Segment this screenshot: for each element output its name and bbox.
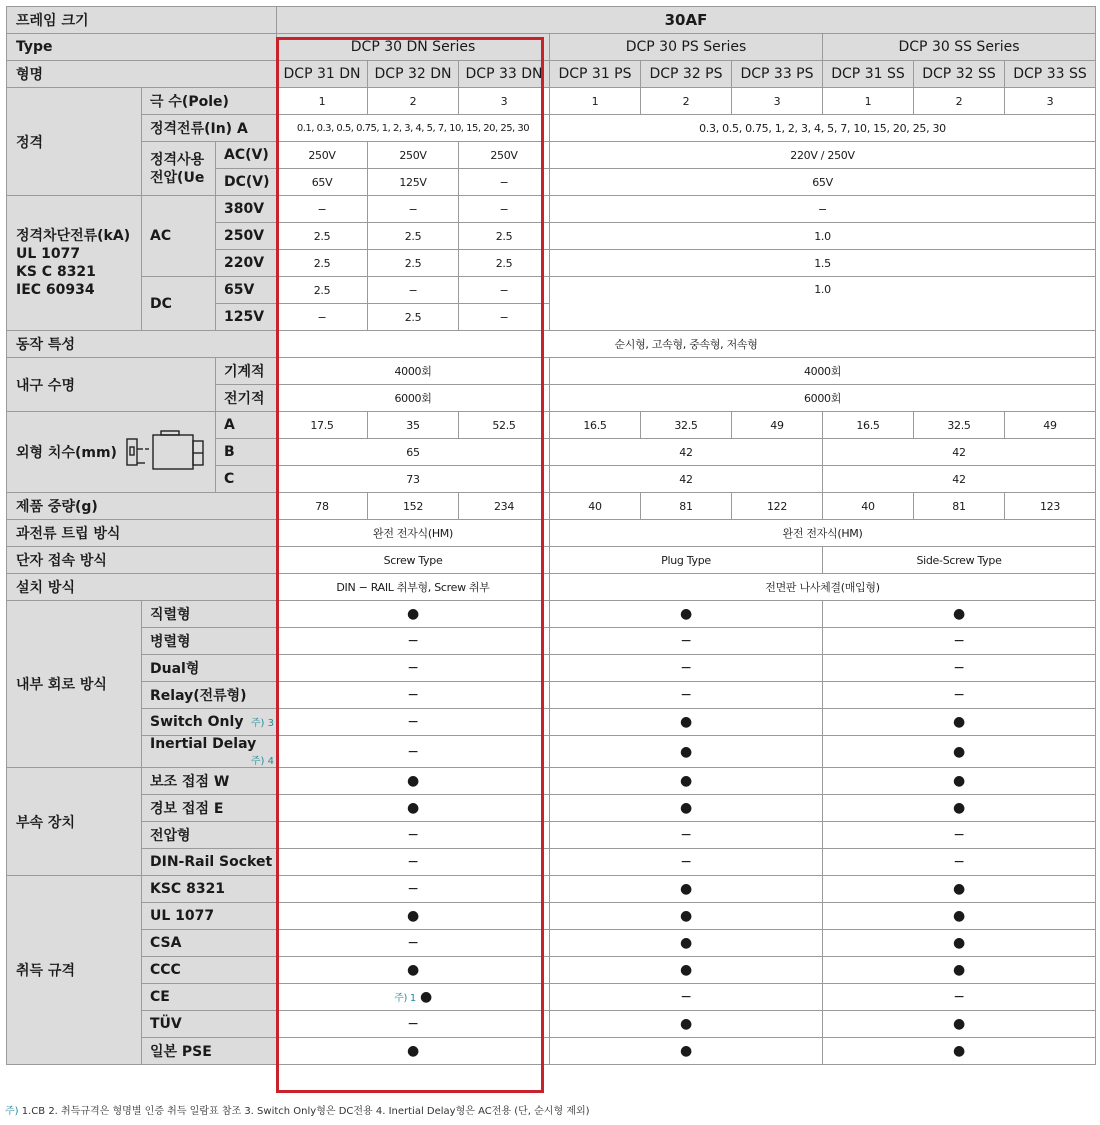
ac-voltage-ps-ss: 220V / 250V [550,142,1096,169]
breaking-ps-ss: 1.5 [550,250,1096,277]
row-type [7,34,1096,61]
row-break-65 [7,277,1096,304]
row-poles [7,88,1096,115]
cert-item-label: KSC 8321 [142,876,277,903]
dim-a-value: 17.5 [277,412,368,439]
model-name: DCP 32 DN [368,61,459,88]
row-circuit [7,601,1096,628]
series-ps: DCP 30 PS Series [550,34,823,61]
row-ac-voltage [7,142,1096,169]
model-name: DCP 32 PS [641,61,732,88]
breaking-label-line: UL 1077 [16,246,81,262]
circuit-dn: − [277,628,550,655]
circuit-item-label: 직렬형 [142,601,277,628]
model-name: DCP 32 SS [914,61,1005,88]
accessory-ss: − [823,822,1096,849]
accessory-item-label: 경보 접점 E [142,795,277,822]
row-circuit [7,655,1096,682]
circuit-ss: ● [823,736,1096,768]
breaking-ac-label: AC [142,196,216,277]
circuit-ps: − [550,682,823,709]
frame-size-label: 프레임 크기 [7,7,277,34]
trip-dn: 완전 전자식(HM) [277,520,550,547]
circuit-dn: − [277,709,550,736]
footnote-ref: 주) 4 [250,756,274,767]
circuit-label: 내부 회로 방식 [7,601,142,768]
terminal-label: 단자 접속 방식 [7,547,277,574]
breaking-voltage: 250V [216,223,277,250]
endurance-label: 내구 수명 [7,358,216,412]
cert-ps: ● [550,1038,823,1065]
elec-other: 6000회 [550,385,1096,412]
row-cert [7,1038,1096,1065]
circuit-item-cell [142,736,277,768]
pole-value: 3 [732,88,823,115]
accessory-ss: − [823,849,1096,876]
model-label: 형명 [7,61,277,88]
circuit-ps: ● [550,736,823,768]
breaker-outline-icon [125,429,207,475]
ac-voltage-label: AC(V) [216,142,277,169]
current-label: 정격전류(In) A [142,115,277,142]
dim-a-value: 49 [732,412,823,439]
circuit-ps: ● [550,709,823,736]
weight-value: 123 [1005,493,1096,520]
row-weight [7,493,1096,520]
row-cert [7,903,1096,930]
cert-label: 취득 규격 [7,876,142,1065]
ac-voltage-value: 250V [368,142,459,169]
dim-c-dn: 73 [277,466,550,493]
circuit-dn: ● [277,601,550,628]
dim-b-label: B [216,439,277,466]
accessory-dn: − [277,822,550,849]
elec-dn: 6000회 [277,385,550,412]
pole-value: 3 [459,88,550,115]
accessory-ss: ● [823,795,1096,822]
breaking-voltage: 380V [216,196,277,223]
cert-item-label: CSA [142,930,277,957]
cert-item-label: CCC [142,957,277,984]
operation-label: 동작 특성 [7,331,277,358]
cert-dn: ● [277,903,550,930]
trip-label: 과전류 트립 방식 [7,520,277,547]
accessory-item-label: DIN-Rail Socket [142,849,277,876]
breaking-value: 2.5 [459,223,550,250]
weight-value: 122 [732,493,823,520]
model-name: DCP 31 PS [550,61,641,88]
terminal-ss: Side-Screw Type [823,547,1096,574]
breaking-value: 2.5 [368,304,459,331]
cert-ss: ● [823,1011,1096,1038]
mounting-dn: DIN − RAIL 취부형, Screw 취부 [277,574,550,601]
row-endurance-mech [7,358,1096,385]
breaking-label-line: IEC 60934 [16,282,95,298]
weight-value: 81 [641,493,732,520]
type-label: Type [7,34,277,61]
cert-ss: ● [823,876,1096,903]
terminal-dn: Screw Type [277,547,550,574]
cert-item-label: TÜV [142,1011,277,1038]
row-accessory [7,849,1096,876]
circuit-ss: − [823,682,1096,709]
row-break-380 [7,196,1096,223]
pole-value: 2 [641,88,732,115]
operation-value: 순시형, 고속형, 중속형, 저속형 [277,331,1096,358]
breaking-value: 2.5 [368,250,459,277]
row-circuit [7,682,1096,709]
circuit-item-label: Inertial Delay [150,736,257,752]
accessory-item-label: 전압형 [142,822,277,849]
accessory-dn: ● [277,795,550,822]
row-operation [7,331,1096,358]
weight-value: 40 [550,493,641,520]
circuit-item-label: Relay(전류형) [142,682,277,709]
cert-dn: ● [277,1038,550,1065]
row-circuit [7,628,1096,655]
circuit-ps: − [550,655,823,682]
dim-a-value: 32.5 [641,412,732,439]
footnote [5,1102,590,1117]
row-circuit [7,709,1096,736]
circuit-ps: ● [550,601,823,628]
accessory-ps: − [550,822,823,849]
cert-ps: − [550,984,823,1011]
footnote-ref: 주) 3 [250,718,274,729]
cert-ps: ● [550,930,823,957]
footnote-ref: 주) 1 [394,993,416,1004]
dim-b-ps: 42 [550,439,823,466]
breaking-value: 2.5 [277,250,368,277]
breaking-ps-ss: 1.0 [550,223,1096,250]
accessory-ss: ● [823,768,1096,795]
model-name: DCP 33 SS [1005,61,1096,88]
row-dim-a [7,412,1096,439]
cert-ss: ● [823,903,1096,930]
cert-ps: ● [550,876,823,903]
breaking-value: − [368,196,459,223]
trip-other: 완전 전자식(HM) [550,520,1096,547]
breaking-value: 2.5 [277,277,368,304]
row-terminal [7,547,1096,574]
dim-c-ss: 42 [823,466,1096,493]
mech-label: 기계적 [216,358,277,385]
frame-size-value: 30AF [277,7,1096,34]
breaking-value: − [459,304,550,331]
accessory-dn: ● [277,768,550,795]
pole-value: 3 [1005,88,1096,115]
current-ps-ss: 0.3, 0.5, 0.75, 1, 2, 3, 4, 5, 7, 10, 15, 20, 25, 30 [550,115,1096,142]
breaking-label-line: KS C 8321 [16,264,96,280]
breaking-label [7,196,142,331]
accessory-dn: − [277,849,550,876]
dim-a-value: 16.5 [823,412,914,439]
pole-value: 1 [277,88,368,115]
voltage-label-line2: 전압(Ue [150,169,205,186]
cert-ps: ● [550,957,823,984]
breaking-value: 2.5 [277,223,368,250]
dc-voltage-value: − [459,169,550,196]
breaking-value: − [459,196,550,223]
row-accessory [7,795,1096,822]
ac-voltage-value: 250V [277,142,368,169]
weight-value: 78 [277,493,368,520]
breaking-voltage: 65V [216,277,277,304]
current-dn: 0.1, 0.3, 0.5, 0.75, 1, 2, 3, 4, 5, 7, 10, 15, 20, 25, 30 [277,115,550,142]
weight-value: 234 [459,493,550,520]
spec-table [6,6,1096,1065]
accessory-ps: − [550,849,823,876]
dim-a-value: 49 [1005,412,1096,439]
model-name: DCP 31 SS [823,61,914,88]
cert-item-label: UL 1077 [142,903,277,930]
cert-dn: − [277,876,550,903]
circuit-dn: − [277,682,550,709]
dimensions-label: 외형 치수(mm) [16,445,117,461]
dc-voltage-label: DC(V) [216,169,277,196]
model-name: DCP 31 DN [277,61,368,88]
series-ss: DCP 30 SS Series [823,34,1096,61]
circuit-ss: − [823,655,1096,682]
dim-a-value: 52.5 [459,412,550,439]
dimensions-label-cell [7,412,216,493]
circuit-item-label: Dual형 [142,655,277,682]
dc-voltage-value: 65V [277,169,368,196]
voltage-label-line1: 정격사용 [150,151,205,168]
terminal-ps: Plug Type [550,547,823,574]
cert-ss: − [823,984,1096,1011]
dim-a-value: 16.5 [550,412,641,439]
weight-value: 152 [368,493,459,520]
cert-dn: − [277,1011,550,1038]
row-mounting [7,574,1096,601]
circuit-dn: − [277,736,550,768]
dc-voltage-ps-ss: 65V [550,169,1096,196]
pole-value: 2 [368,88,459,115]
mounting-other: 전면판 나사체결(매입형) [550,574,1096,601]
dim-a-value: 32.5 [914,412,1005,439]
rating-label: 정격 [7,88,142,196]
cert-ss: ● [823,957,1096,984]
circuit-ss: − [823,628,1096,655]
dim-b-dn: 65 [277,439,550,466]
breaking-label-line: 정격차단전류(kA) [16,228,131,244]
circuit-item-label: 병렬형 [142,628,277,655]
row-trip [7,520,1096,547]
accessory-ps: ● [550,768,823,795]
model-name: DCP 33 PS [732,61,823,88]
weight-value: 81 [914,493,1005,520]
breaking-value: − [368,277,459,304]
circuit-dn: − [277,655,550,682]
row-cert [7,930,1096,957]
breaking-dc-label: DC [142,277,216,331]
breaking-value: − [277,196,368,223]
row-circuit [7,736,1096,768]
elec-label: 전기적 [216,385,277,412]
pole-value: 1 [823,88,914,115]
weight-value: 40 [823,493,914,520]
cert-item-label: 일본 PSE [142,1038,277,1065]
cert-dn: − [277,930,550,957]
dim-b-ss: 42 [823,439,1096,466]
mech-other: 4000회 [550,358,1096,385]
breaking-value: − [459,277,550,304]
cert-dn: ● [419,989,432,1005]
breaking-value: 2.5 [368,223,459,250]
breaking-ps-ss: 1.0 [550,277,1096,331]
breaking-value: 2.5 [459,250,550,277]
circuit-ss: ● [823,601,1096,628]
footnote-text: 1.CB 2. 취득규격은 형명별 인증 취득 일람표 참조 3. Switch Only형은 DC전용 4. Inertial Delay형은 AC전용 (단, 순시형 제외) [21,1106,590,1117]
row-cert [7,1011,1096,1038]
cert-ps: ● [550,1011,823,1038]
breaking-voltage: 125V [216,304,277,331]
cert-ss: ● [823,930,1096,957]
dim-a-label: A [216,412,277,439]
cert-item-label: CE [142,984,277,1011]
pole-value: 2 [914,88,1005,115]
breaking-value: − [277,304,368,331]
accessory-label: 부속 장치 [7,768,142,876]
cert-dn: ● [277,957,550,984]
accessory-item-label: 보조 접점 W [142,768,277,795]
dc-voltage-value: 125V [368,169,459,196]
row-cert [7,957,1096,984]
row-frame-size [7,7,1096,34]
dim-a-value: 35 [368,412,459,439]
ac-voltage-value: 250V [459,142,550,169]
model-name: DCP 33 DN [459,61,550,88]
dim-c-label: C [216,466,277,493]
voltage-label [142,142,216,196]
row-cert [7,984,1096,1011]
circuit-item-cell [142,709,277,736]
footnote-mark: 주) [5,1106,19,1117]
circuit-ps: − [550,628,823,655]
dim-c-ps: 42 [550,466,823,493]
pole-label: 극 수(Pole) [142,88,277,115]
cert-ps: ● [550,903,823,930]
accessory-ps: ● [550,795,823,822]
breaking-ps-ss: − [550,196,1096,223]
row-model [7,61,1096,88]
circuit-item-label: Switch Only [150,714,244,730]
row-accessory [7,768,1096,795]
mounting-label: 설치 방식 [7,574,277,601]
cert-dn-cell [277,984,550,1011]
weight-label: 제품 중량(g) [7,493,277,520]
pole-value: 1 [550,88,641,115]
row-rated-current [7,115,1096,142]
circuit-ss: ● [823,709,1096,736]
row-accessory [7,822,1096,849]
series-dn: DCP 30 DN Series [277,34,550,61]
cert-ss: ● [823,1038,1096,1065]
breaking-voltage: 220V [216,250,277,277]
mech-dn: 4000회 [277,358,550,385]
row-cert [7,876,1096,903]
